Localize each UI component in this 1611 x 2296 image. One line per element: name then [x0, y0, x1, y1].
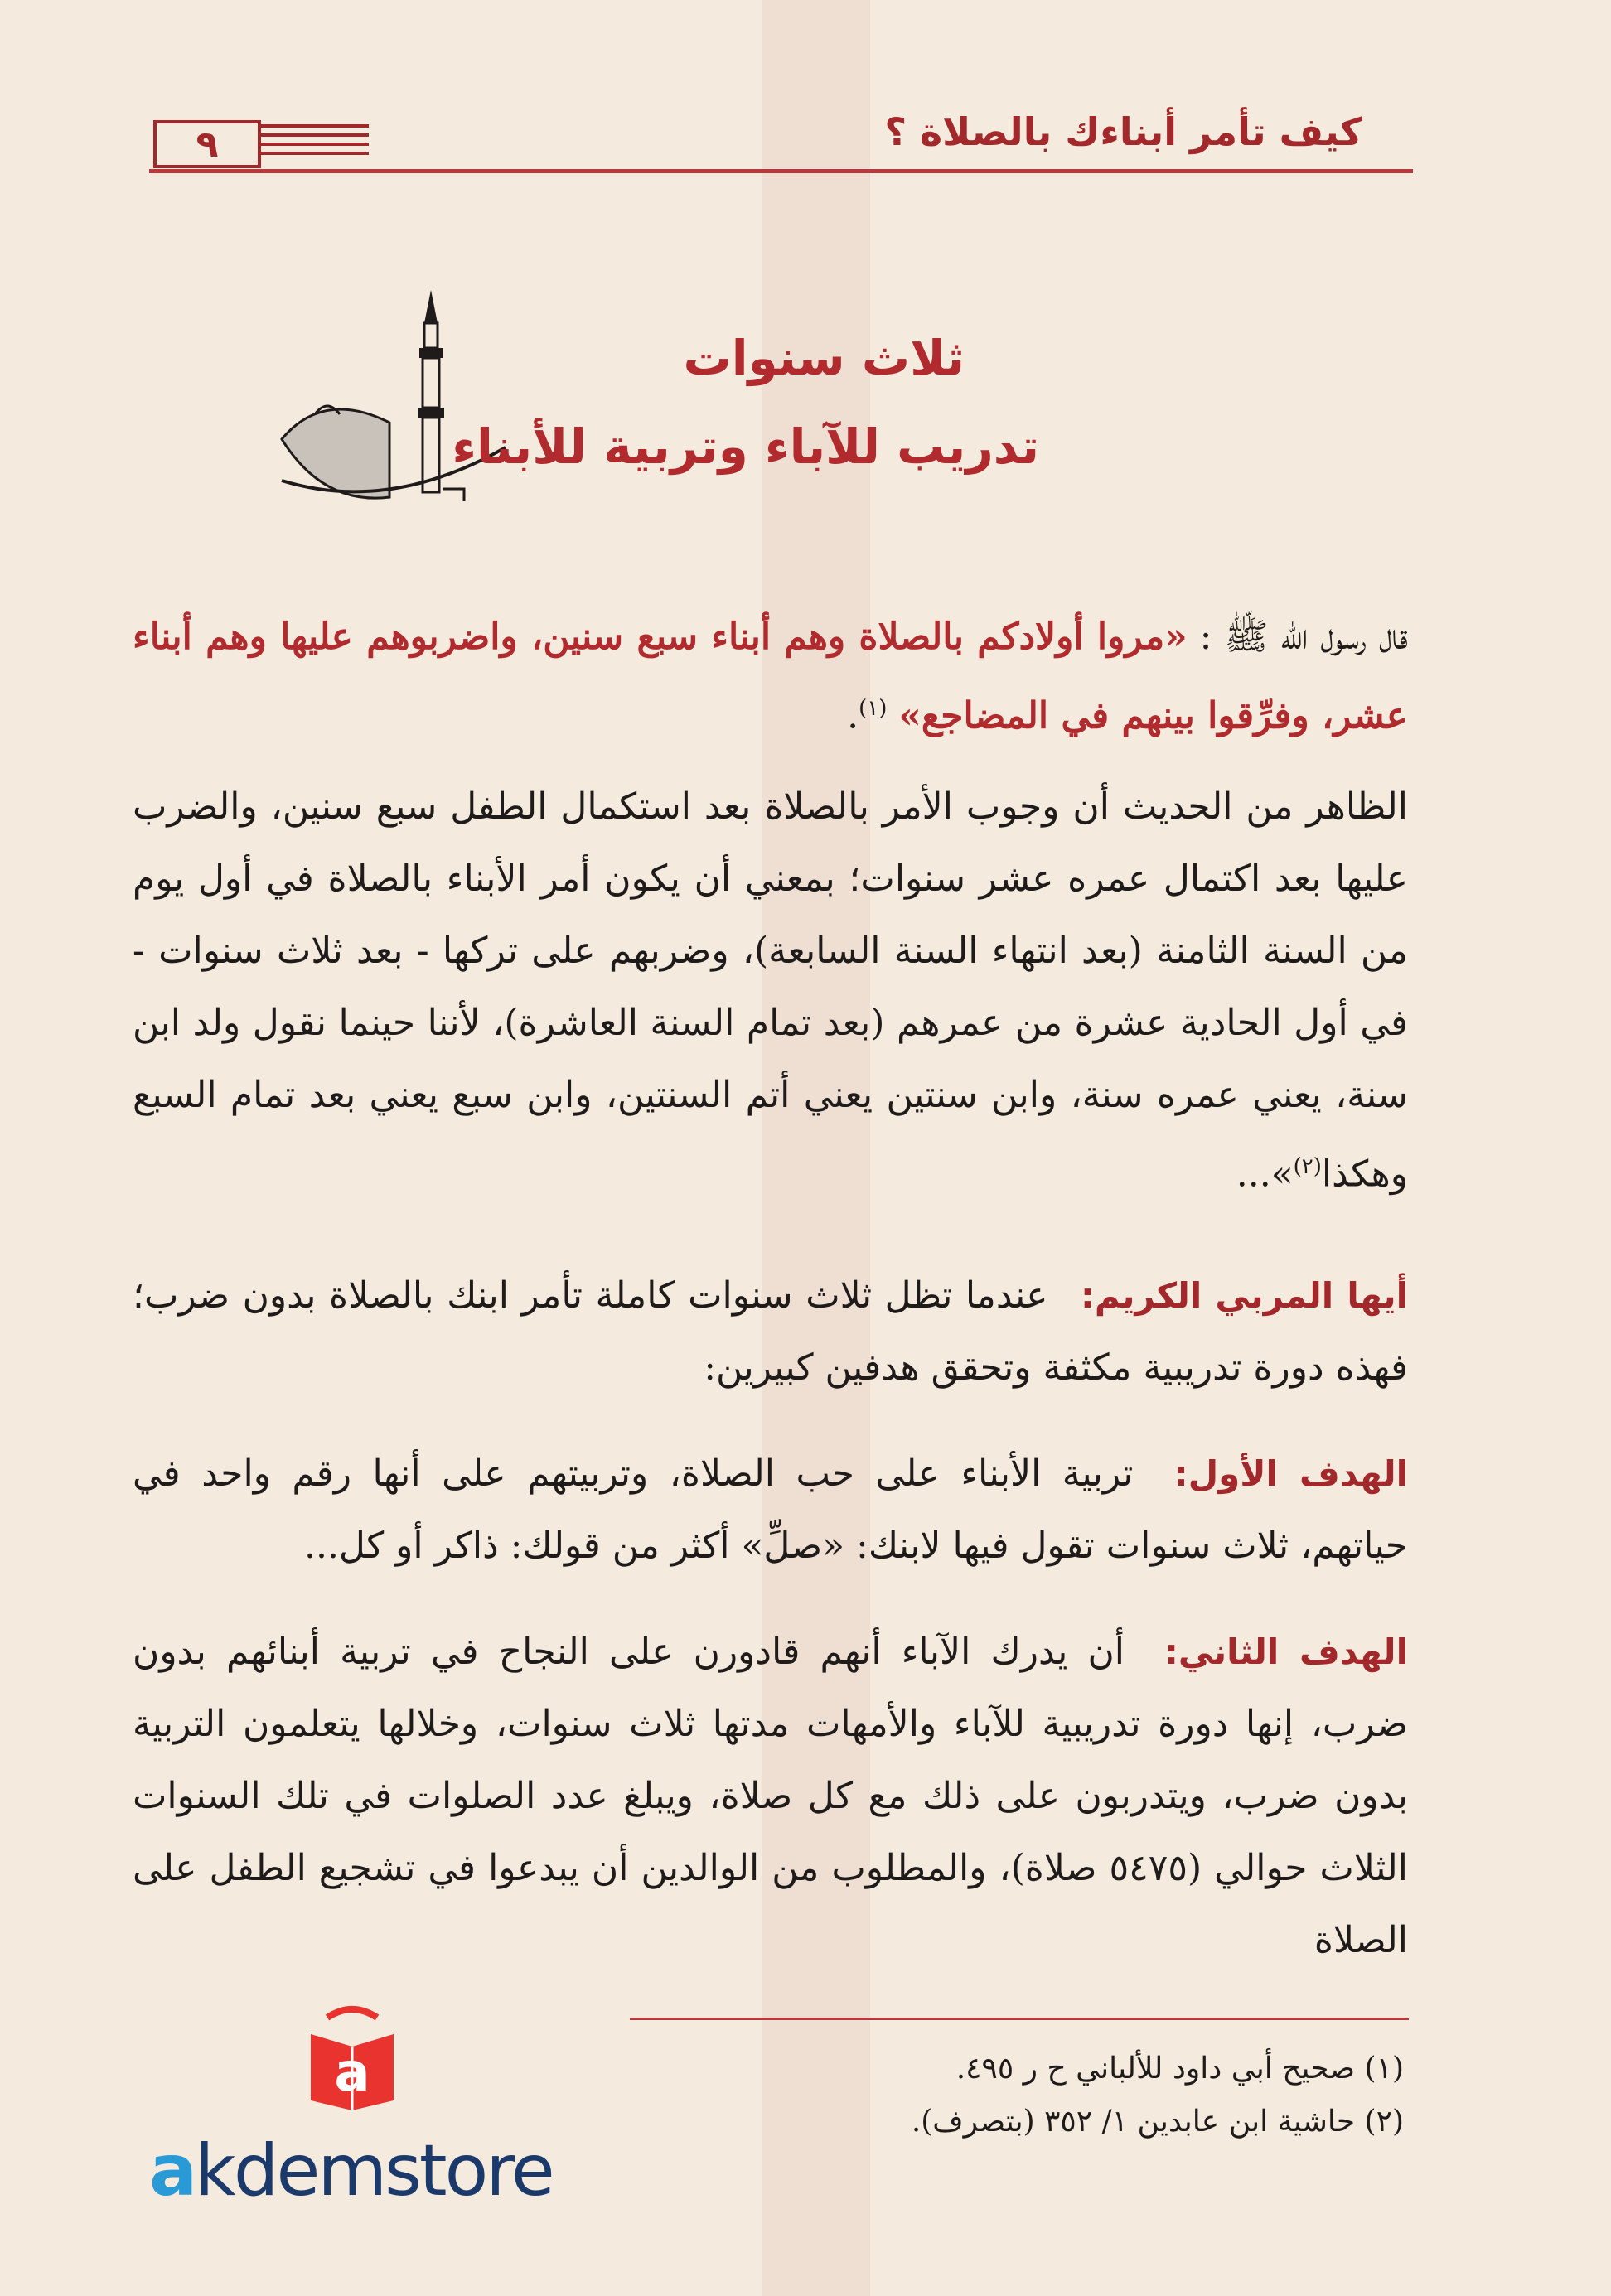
paragraph-text: عندما تظل ثلاث سنوات كاملة تأمر ابنك بالصلاة بدون ضرب؛ فهذه دورة تدريبية مكثفة وتحقق هدفين كبيرين: — [133, 1274, 1408, 1389]
paragraph-end: »... — [1236, 1153, 1294, 1196]
footnotes — [912, 2042, 1404, 2149]
footnote-ref-2: (٢) — [1293, 1154, 1322, 1179]
chapter-title-line1: ثلاث سنوات — [683, 330, 965, 386]
paragraph-text: تربية الأبناء على حب الصلاة، وتربيتهم على أنها رقم واحد في حياتهم، ثلاث سنوات تقول فيها لابنك: «صلِّ» أكثر من قولك: ذاكر أو كل... — [133, 1453, 1408, 1567]
paragraph-text: الظاهر من الحديث أن وجوب الأمر بالصلاة بعد استكمال الطفل سبع سنين، والضرب عليها بعد اكتمال عمره عشر سنوات؛ بمعني أن يكون أمر الأبناء بالصلاة في أول يوم من السنة الثامنة (بعد انتهاء السنة السابعة)، وضربهم على تركها - بعد ثلاث سنوات - في أول الحادية عشرة من عمرهم (بعد تمام السنة العاشرة)، لأننا حينما نقول ولد ابن سنة، يعني عمره سنة، وابن سنتين يعني أتم السنتين، وابن سبع يعني بعد تمام السبع وهكذا — [133, 785, 1408, 1196]
footnote-rule — [630, 2018, 1409, 2020]
paragraph-text: أن يدرك الآباء أنهم قادورن على النجاح في تربية أبنائهم بدون ضرب، إنها دورة تدريبية للآباء والأمهات مدتها ثلاث سنوات، وخلالها يتعلمون التربية بدون ضرب، ويتدربون على ذلك مع كل صلاة، ويبلغ عدد الصلوات في تلك السنوات الثلاث حوالي (٥٤٧٥ صلاة)، والمطلوب من الوالدين أن يبدعوا في تشجيع الطفل على الصلاة — [133, 1631, 1408, 1961]
logo-icon-letter: a — [334, 2042, 370, 2104]
header-rule — [149, 169, 1413, 173]
footnote-2: (٢) حاشية ابن عابدين ١/ ٣٥٢ (بتصرف). — [911, 2105, 1404, 2139]
paragraph-dear-educator — [133, 1259, 1408, 1404]
paragraph-first-goal — [133, 1438, 1408, 1582]
page-number: ٩ — [153, 120, 261, 168]
hadith-quote — [133, 601, 1408, 752]
quote-end: . — [847, 694, 859, 737]
footnote-1: (١) صحيح أبي داود للألباني ح ر ٤٩٥. — [955, 2052, 1404, 2086]
brand-wordmark — [149, 2129, 553, 2212]
running-header-title: كيف تأمر أبناءك بالصلاة ؟ — [884, 109, 1362, 154]
chapter-title-line2: تدريب للآباء وتربية للأبناء — [452, 418, 1039, 475]
lead-first-goal: الهدف الأول: — [1173, 1453, 1408, 1494]
footnote-ref-1: (١) — [859, 696, 888, 721]
lead-dear-educator: أيها المربي الكريم: — [1081, 1275, 1408, 1316]
lead-second-goal: الهدف الثاني: — [1164, 1631, 1408, 1672]
quote-intro: قال رسول الله ﷺ : — [1199, 616, 1408, 658]
brand-first-letter: a — [149, 2129, 196, 2212]
paragraph-second-goal — [133, 1616, 1408, 1976]
book-cart-icon — [294, 2001, 410, 2117]
paragraph-explanation — [133, 771, 1408, 1211]
mosque-minaret-icon — [273, 290, 506, 514]
page-number-ornament — [261, 124, 369, 166]
hadith-text: «مروا أولادكم بالصلاة وهم أبناء سبع سنين، واضربوهم عليها وهم أبناء عشر، وفرِّقوا بينهم في المضاجع» — [133, 616, 1408, 737]
brand-rest: kdemstore — [195, 2129, 553, 2212]
